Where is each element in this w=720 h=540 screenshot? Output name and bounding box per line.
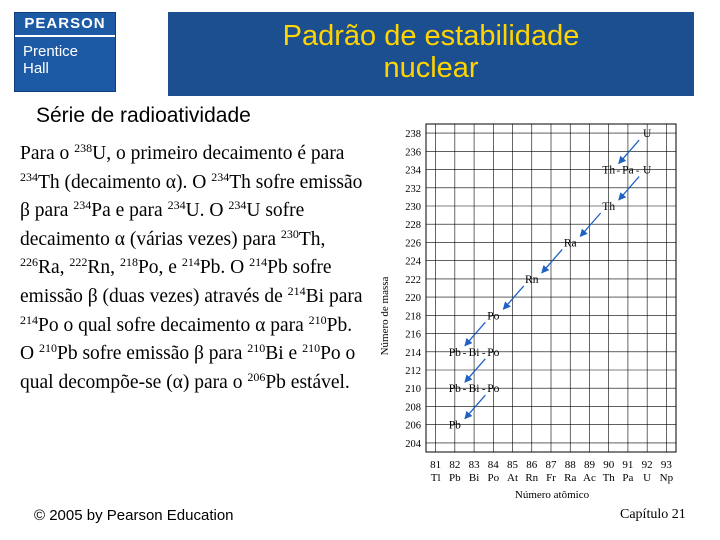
x-tick-symbol: At bbox=[507, 472, 519, 484]
chart-x-ticks bbox=[430, 459, 673, 484]
x-tick-symbol: Bi bbox=[468, 472, 480, 484]
x-tick-number: 91 bbox=[622, 459, 634, 471]
chapter-label: Capítulo 21 bbox=[620, 507, 686, 522]
y-tick-label: 208 bbox=[405, 402, 421, 414]
x-tick-symbol: Ac bbox=[583, 472, 596, 484]
beta-link: - bbox=[481, 346, 486, 359]
nuclide-point: Po bbox=[487, 310, 500, 323]
nuclide-point: Rn bbox=[525, 273, 539, 286]
chart-x-label: Número atômico bbox=[514, 489, 590, 501]
nuclide-point: Po bbox=[487, 383, 500, 396]
beta-link: - bbox=[462, 346, 467, 359]
slide-title bbox=[168, 20, 694, 84]
logo-brand: PEARSON bbox=[15, 13, 115, 37]
y-tick-label: 234 bbox=[405, 165, 421, 177]
y-tick-label: 226 bbox=[405, 238, 421, 250]
x-tick-number: 85 bbox=[507, 459, 519, 471]
x-tick-number: 86 bbox=[526, 459, 538, 471]
x-tick-number: 87 bbox=[545, 459, 557, 471]
y-tick-label: 218 bbox=[405, 311, 421, 323]
y-tick-label: 238 bbox=[405, 129, 421, 141]
y-tick-label: 206 bbox=[405, 420, 421, 432]
beta-link: - bbox=[635, 164, 640, 177]
x-tick-number: 83 bbox=[468, 459, 480, 471]
nuclide-point: Bi bbox=[468, 346, 480, 359]
x-tick-symbol: Tl bbox=[430, 472, 441, 484]
y-tick-label: 222 bbox=[405, 274, 421, 286]
x-tick-number: 93 bbox=[660, 459, 672, 471]
y-tick-label: 210 bbox=[405, 384, 421, 396]
beta-link: - bbox=[616, 164, 621, 177]
x-tick-symbol: Ra bbox=[564, 472, 577, 484]
y-tick-label: 214 bbox=[405, 347, 421, 359]
x-tick-symbol: Po bbox=[487, 472, 500, 484]
y-tick-label: 212 bbox=[405, 366, 421, 377]
pearson-logo bbox=[14, 12, 116, 92]
x-tick-symbol: U bbox=[643, 472, 652, 484]
nuclide-point: Th bbox=[602, 201, 616, 213]
x-tick-symbol: Pb bbox=[449, 472, 461, 484]
nuclide-point: Bi bbox=[468, 383, 480, 396]
nuclide-point: U bbox=[642, 128, 652, 141]
body-paragraph: Para o $^{238}$U, o primeiro decaimento é para $^{234}$Th (decaimento α). O $^{234}$Th sofre emissão β para $^{234}$Pa e para $^{234}$U. O $^{234}$U sofre decaimento α (várias vezes) para $^{230}$Th, $^{226}$Ra, $^{222}$Rn, $^{218}$Po, e $^{214}$Pb. O $^{214}$Pb sofre emissão β (duas vezes) através de $^{214}$Bi para $^{214}$Po o qual sofre decaimento α para $^{210}$Pb. O $^{210}$Pb sofre emissão β para $^{210}$Bi e $^{210}$Po o qual decompõe-se (α) para o $^{206}$Pb estável. bbox=[20, 141, 363, 393]
y-tick-label: 224 bbox=[405, 256, 421, 268]
nuclide-point: Pb bbox=[448, 383, 461, 396]
x-tick-number: 82 bbox=[449, 459, 461, 471]
nuclide-point: Pa bbox=[622, 164, 634, 177]
nuclide-point: U bbox=[642, 164, 652, 177]
nuclide-point: Th bbox=[602, 164, 616, 177]
slide-subtitle: Série de radioatividade bbox=[36, 104, 251, 127]
y-tick-label: 204 bbox=[405, 438, 421, 450]
x-tick-symbol: Th bbox=[602, 472, 615, 484]
x-tick-symbol: Pa bbox=[622, 472, 634, 484]
x-tick-symbol: Rn bbox=[525, 472, 539, 484]
y-tick-label: 230 bbox=[405, 202, 421, 213]
y-tick-label: 220 bbox=[405, 293, 421, 305]
x-tick-number: 88 bbox=[564, 459, 576, 471]
nuclide-point: Pb bbox=[448, 419, 461, 432]
copyright-footer: © 2005 by Pearson Education bbox=[34, 507, 234, 524]
chart-y-label: Número de massa bbox=[379, 276, 391, 356]
nuclide-point: Pb bbox=[448, 346, 461, 359]
logo-line-prentice: Prentice bbox=[23, 43, 79, 60]
beta-link: - bbox=[462, 383, 467, 396]
x-tick-number: 89 bbox=[583, 459, 595, 471]
beta-link: - bbox=[481, 383, 486, 396]
x-tick-number: 90 bbox=[603, 459, 615, 471]
logo-line-hall: Hall bbox=[23, 60, 49, 77]
y-tick-label: 232 bbox=[405, 183, 421, 195]
x-tick-symbol: Fr bbox=[546, 472, 556, 484]
x-tick-number: 84 bbox=[487, 459, 499, 471]
slide-title-line-2: nuclear bbox=[383, 52, 479, 84]
slide-title-line-1: Padrão de estabilidade bbox=[282, 20, 580, 52]
x-tick-number: 92 bbox=[641, 459, 653, 471]
y-tick-label: 216 bbox=[405, 329, 421, 341]
y-tick-label: 236 bbox=[405, 147, 421, 159]
y-tick-label: 228 bbox=[405, 220, 421, 232]
decay-series-chart bbox=[370, 116, 690, 506]
chart-y-ticks bbox=[405, 129, 422, 450]
nuclide-point: Ra bbox=[563, 237, 577, 250]
nuclide-point: Po bbox=[487, 346, 500, 359]
x-tick-number: 81 bbox=[430, 459, 442, 471]
x-tick-symbol: Np bbox=[659, 472, 674, 484]
